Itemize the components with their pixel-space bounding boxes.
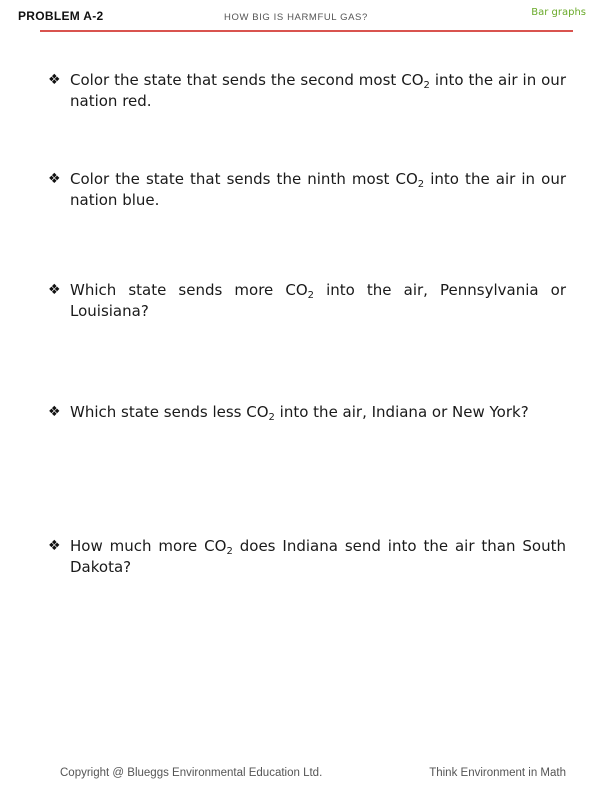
copyright-text: Copyright @ Blueggs Environmental Education Ltd. — [60, 767, 323, 779]
diamond-bullet-icon: ❖ — [48, 171, 61, 187]
question-item — [48, 280, 566, 322]
question-text: Which state sends less $CO_2$ into the air, Indiana or New York? — [70, 403, 529, 423]
diamond-bullet-icon: ❖ — [48, 282, 61, 298]
question-item — [48, 402, 566, 423]
header-divider — [40, 30, 573, 32]
question-text: How much more $CO_2$ does Indiana send into the air than South Dakota? — [70, 537, 566, 576]
page-header — [0, 0, 604, 34]
question-item — [48, 169, 566, 211]
question-text: Color the state that sends the second most $CO_2$ into the air in our nation red. — [70, 71, 566, 110]
problem-label: PROBLEM A-2 — [18, 9, 104, 23]
footer-brand: Think Environment in Math — [429, 767, 566, 779]
question-item — [48, 536, 566, 578]
question-text: Color the state that sends the ninth most $CO_2$ into the air in our nation blue. — [70, 170, 566, 209]
diamond-bullet-icon: ❖ — [48, 72, 61, 88]
diamond-bullet-icon: ❖ — [48, 538, 61, 554]
category-label: Bar graphs — [531, 7, 586, 18]
diamond-bullet-icon: ❖ — [48, 404, 61, 420]
page-title: HOW BIG IS HARMFUL GAS? — [224, 12, 368, 23]
question-text: Which state sends more $CO_2$ into the air, Pennsylvania or Louisiana? — [70, 281, 566, 320]
question-item — [48, 70, 566, 112]
